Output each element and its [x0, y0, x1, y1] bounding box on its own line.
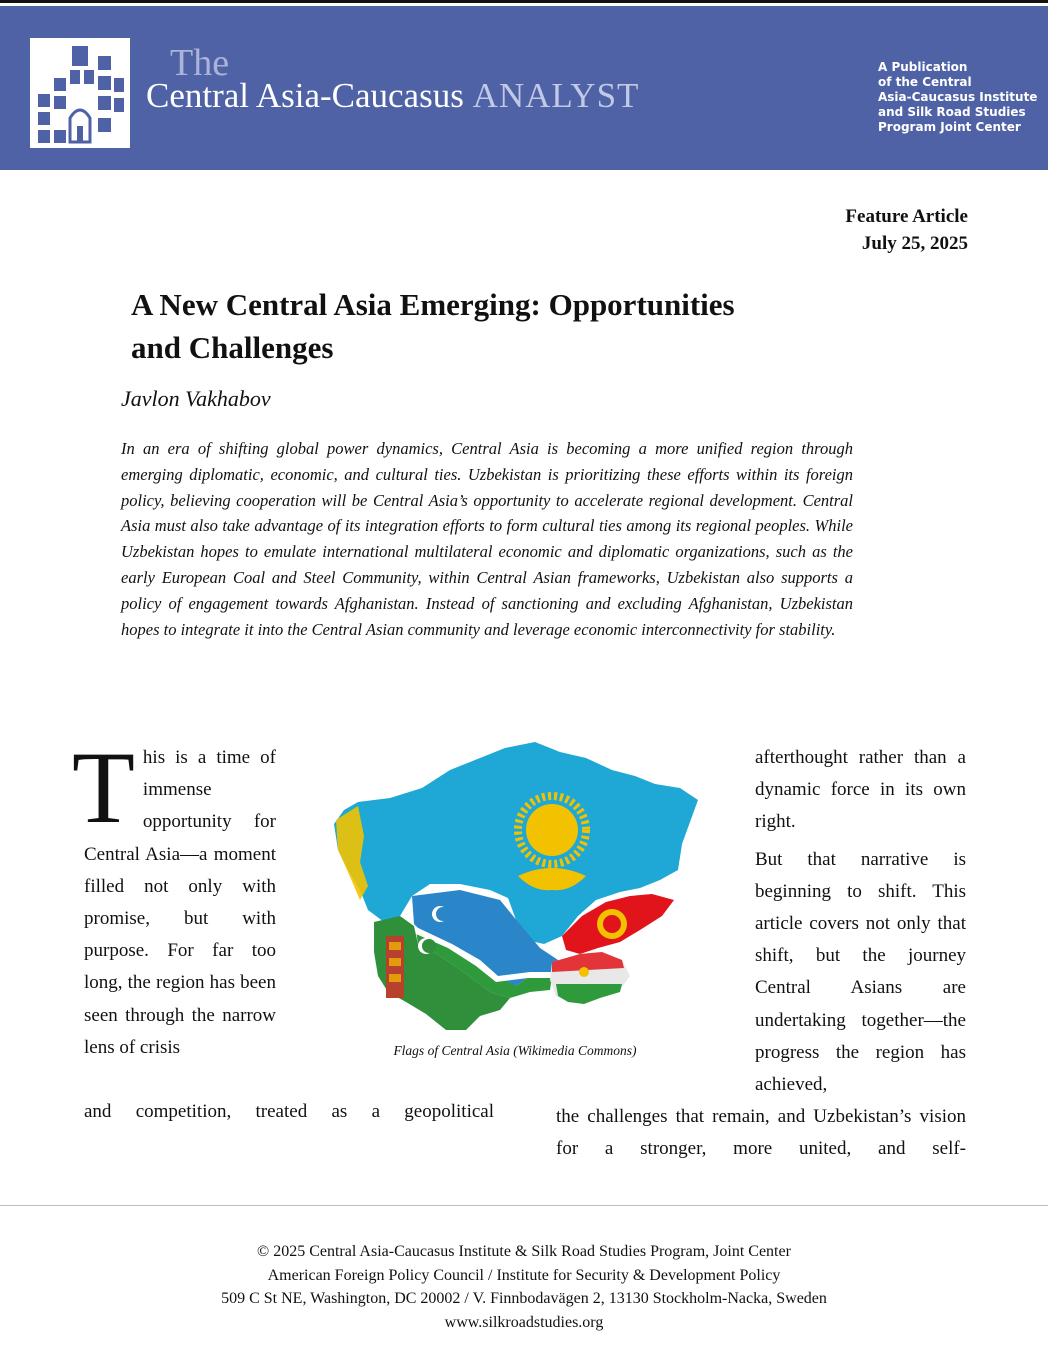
- body-column-left: [72, 731, 276, 1064]
- brand-main: Central Asia-Caucasus: [146, 76, 464, 115]
- article-abstract: In an era of shifting global power dynamics, Central Asia is becoming a more unified region through emerging diplomatic, economic, and cultural ties. Uzbekistan is prioritizing these efforts within its foreign policy, believing cooperation will be Central Asia’s opportunity to accelerate regional development. Central Asia must also take advantage of its integration efforts to form cultural ties among its regional peoples. While Uzbekistan hopes to emulate international multilateral economic and diplomatic organizations, such as the early European Coal and Steel Community, within Central Asian frameworks, Uzbekistan also supports a policy of engagement towards Afghanistan. Instead of sanctioning and excluding Afghanistan, Uzbekistan hopes to integrate it into the Central Asian community and leverage economic interconnectivity for stability.: [121, 439, 853, 639]
- article-author: Javlon Vakhabov: [121, 386, 271, 411]
- figure-caption: Flags of Central Asia (Wikimedia Commons): [393, 1043, 637, 1058]
- publication-note-line: Program Joint Center: [878, 120, 1021, 134]
- body-left-bottom: and competition, treated as a geopolitical: [84, 1101, 494, 1122]
- brand-analyst: ANALYST: [472, 76, 640, 115]
- article-type: Feature Article: [845, 206, 968, 227]
- page-footer: [0, 1240, 1048, 1334]
- title-line-1: A New Central Asia Emerging: Opportunities: [131, 287, 735, 322]
- top-rule: [0, 0, 1048, 3]
- body-right-paragraph: But that narrative is beginning to shift. This article covers not only that shift, but the journey Central Asians are undertaking together—the progress the region has achieved,: [755, 848, 966, 1096]
- footer-organizations: American Foreign Policy Council / Institute for Security & Development Policy: [267, 1266, 781, 1284]
- publication-note-line: A Publication: [878, 60, 968, 74]
- brand-the: The: [170, 42, 230, 84]
- publication-note-line: Asia-Caucasus Institute: [878, 90, 1038, 104]
- article-date: July 25, 2025: [861, 233, 968, 254]
- footer-copyright: © 2025 Central Asia-Caucasus Institute & Silk Road Studies Program, Joint Center: [257, 1243, 791, 1260]
- title-line-2: and Challenges: [131, 330, 334, 365]
- body-right-bottom: the challenges that remain, and Uzbekistan’s vision for a stronger, more united, and self-: [556, 1106, 966, 1159]
- body-left-text: his is a time of immense opportunity for Central Asia—a moment filled not only with promise, but with purpose. For far too long, the region has been seen through the narrow lens of crisis: [84, 747, 276, 1058]
- brand-title: [146, 78, 639, 113]
- publication-note-line: of the Central: [878, 75, 972, 89]
- publication-logo: [30, 38, 130, 148]
- building-logo-icon: [30, 38, 130, 148]
- publication-note: [878, 60, 1038, 135]
- footer-address: 509 C St NE, Washington, DC 20002 / V. Finnbodavägen 2, 13130 Stockholm-Nacka, Sweden: [221, 1290, 827, 1307]
- article-meta: [845, 203, 968, 257]
- drop-cap: T: [72, 731, 135, 845]
- footer-divider: [0, 1205, 1048, 1206]
- body-column-right: [755, 742, 966, 1106]
- article-title: [131, 283, 891, 369]
- publication-note-line: and Silk Road Studies: [878, 105, 1026, 119]
- central-asia-flag-map: [330, 740, 700, 1035]
- footer-website-link[interactable]: www.silkroadstudies.org: [444, 1313, 604, 1331]
- publication-banner: [0, 6, 1048, 170]
- body-right-paragraph: afterthought rather than a dynamic force in its own right.: [755, 747, 966, 833]
